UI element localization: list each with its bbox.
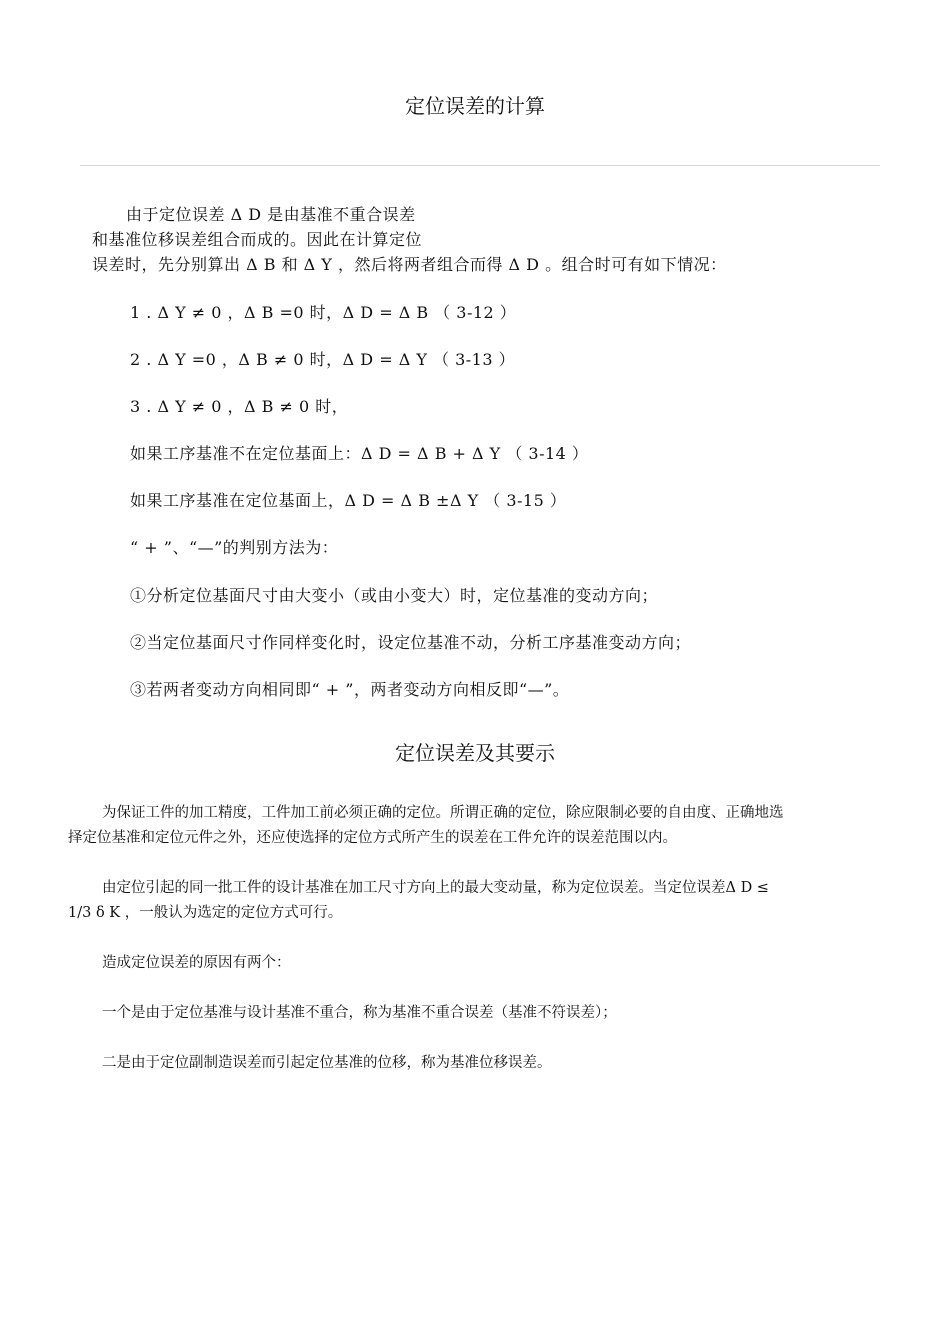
section-title-requirements: 定位误差及其要示 [395,741,555,765]
para-5: 二是由于定位副制造误差而引起定位基准的位移，称为基准位移误差。 [102,1055,552,1071]
para-2-line-1: 由定位引起的同一批工件的设计基准在加工尺寸方向上的最大变动量，称为定位误差。当定位误差Δ D ≤ [102,880,769,896]
case-3a: 如果工序基准不在定位基面上：Δ D = Δ B + Δ Y （ 3-14 ） [130,444,589,463]
section-title-calculation: 定位误差的计算 [405,94,545,118]
para-3: 造成定位误差的原因有两个： [102,955,291,971]
case-2: 2 . Δ Y =0 ，Δ B ≠ 0 时，Δ D = Δ Y （ 3-13 ） [130,350,516,369]
sign-rule-1: ①分析定位基面尺寸由大变小（或由小变大）时，定位基准的变动方向； [130,586,659,605]
sign-rule-2: ②当定位基面尺寸作同样变化时，设定位基准不动，分析工序基准变动方向； [130,633,692,652]
case-3b: 如果工序基准在定位基面上，Δ D = Δ B ±Δ Y （ 3-15 ） [130,491,567,510]
case-3: 3 . Δ Y ≠ 0 ，Δ B ≠ 0 时， [130,397,349,416]
divider [80,165,880,166]
case-1: 1 . Δ Y ≠ 0 ，Δ B =0 时，Δ D = Δ B （ 3-12 ） [130,303,517,322]
para-1-line-1: 为保证工件的加工精度，工件加工前必须正确的定位。所谓正确的定位，除应限制必要的自由度、正确地选 [102,805,784,821]
intro-line-3: 误差时，先分别算出 Δ B 和 Δ Y ，然后将两者组合而得 Δ D 。组合时可有如下情况： [92,255,727,274]
para-2-line-2: 1/3 δ K ，一般认为选定的定位方式可行。 [68,905,343,921]
para-4: 一个是由于定位基准与设计基准不重合，称为基准不重合误差（基准不符误差）； [102,1005,617,1021]
sign-rule-heading: “ + ”、“—”的判别方法为： [130,538,339,557]
intro-line-1: 由于定位误差 Δ D 是由基准不重合误差 [126,205,416,224]
intro-line-2: 和基准位移误差组合而成的。因此在计算定位 [92,230,423,249]
sign-rule-3: ③若两者变动方向相同即“ + ”，两者变动方向相反即“—”。 [130,680,570,699]
para-1-line-2: 择定位基准和定位元件之外，还应使选择的定位方式所产生的误差在工件允许的误差范围以内。 [68,830,677,846]
